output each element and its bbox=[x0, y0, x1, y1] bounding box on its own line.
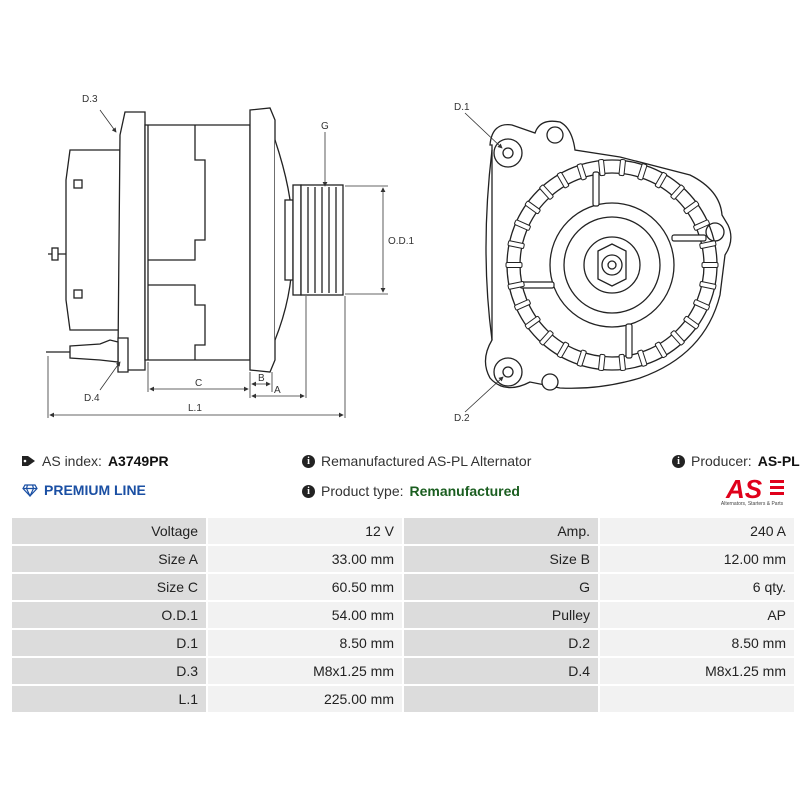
product-type-label: Product type: bbox=[321, 483, 404, 499]
logo-tagline: Alternators, Starters & Parts bbox=[720, 501, 784, 507]
info-icon: i bbox=[672, 455, 685, 468]
label-l1: L.1 bbox=[188, 403, 202, 414]
svg-text:AS: AS bbox=[726, 474, 763, 502]
description-text: Remanufactured AS-PL Alternator bbox=[321, 453, 532, 469]
spec-value: M8x1.25 mm bbox=[207, 657, 403, 685]
spec-value: 54.00 mm bbox=[207, 601, 403, 629]
label-c: C bbox=[195, 378, 203, 389]
spec-label bbox=[403, 685, 599, 713]
producer-label: Producer: bbox=[691, 453, 752, 469]
as-pl-logo bbox=[712, 474, 792, 510]
spec-label: Size B bbox=[403, 545, 599, 573]
label-d1: D.1 bbox=[454, 102, 470, 113]
spec-label: D.4 bbox=[403, 657, 599, 685]
table-row bbox=[11, 657, 795, 685]
vent-slot bbox=[506, 263, 522, 268]
label-d3: D.3 bbox=[82, 94, 98, 105]
spec-value: 240 A bbox=[599, 517, 795, 545]
table-row bbox=[11, 629, 795, 657]
spec-label: Size A bbox=[11, 545, 207, 573]
spec-value: 60.50 mm bbox=[207, 573, 403, 601]
table-row bbox=[11, 601, 795, 629]
spec-value bbox=[599, 685, 795, 713]
vent-slot bbox=[619, 159, 626, 175]
spec-label: D.3 bbox=[11, 657, 207, 685]
side-view bbox=[46, 108, 343, 372]
spec-value: 12 V bbox=[207, 517, 403, 545]
spec-value: 6 qty. bbox=[599, 573, 795, 601]
label-od1: O.D.1 bbox=[388, 236, 415, 247]
label-d2: D.2 bbox=[454, 413, 470, 424]
spec-label: G bbox=[403, 573, 599, 601]
info-icon: i bbox=[302, 455, 315, 468]
label-g: G bbox=[321, 121, 329, 132]
logo-mark bbox=[712, 474, 792, 502]
diamond-icon bbox=[22, 484, 38, 497]
spec-label: Amp. bbox=[403, 517, 599, 545]
label-d4: D.4 bbox=[84, 393, 100, 404]
spec-label: O.D.1 bbox=[11, 601, 207, 629]
table-row bbox=[11, 573, 795, 601]
spec-value: 12.00 mm bbox=[599, 545, 795, 573]
spec-label: Size C bbox=[11, 573, 207, 601]
table-row bbox=[11, 517, 795, 545]
table-row bbox=[11, 685, 795, 713]
label-b: B bbox=[258, 373, 265, 384]
spec-value: 8.50 mm bbox=[207, 629, 403, 657]
vent-slot bbox=[702, 263, 718, 268]
spec-value: 225.00 mm bbox=[207, 685, 403, 713]
spec-value: 8.50 mm bbox=[599, 629, 795, 657]
front-view bbox=[485, 121, 730, 390]
spec-label: Voltage bbox=[11, 517, 207, 545]
producer-value: AS-PL bbox=[757, 453, 800, 469]
vent-slot bbox=[598, 159, 605, 175]
spec-value: AP bbox=[599, 601, 795, 629]
info-icon: i bbox=[302, 485, 315, 498]
spec-label: Pulley bbox=[403, 601, 599, 629]
label-a: A bbox=[274, 385, 281, 396]
description bbox=[302, 453, 531, 469]
producer bbox=[672, 453, 800, 469]
product-type bbox=[302, 483, 520, 499]
spec-table bbox=[10, 516, 796, 714]
premium-line-text: PREMIUM LINE bbox=[44, 482, 146, 498]
spec-label: D.1 bbox=[11, 629, 207, 657]
vent-slot bbox=[598, 354, 605, 370]
table-row bbox=[11, 545, 795, 573]
premium-line bbox=[22, 482, 146, 498]
spec-value: 33.00 mm bbox=[207, 545, 403, 573]
spec-label: D.2 bbox=[403, 629, 599, 657]
tag-icon bbox=[22, 455, 36, 467]
spec-label: L.1 bbox=[11, 685, 207, 713]
spec-value: M8x1.25 mm bbox=[599, 657, 795, 685]
vent-slot bbox=[619, 354, 626, 370]
as-index-label: AS index: bbox=[42, 453, 102, 469]
as-index bbox=[22, 453, 169, 469]
product-type-value: Remanufactured bbox=[409, 483, 520, 499]
as-index-value: A3749PR bbox=[107, 453, 169, 469]
